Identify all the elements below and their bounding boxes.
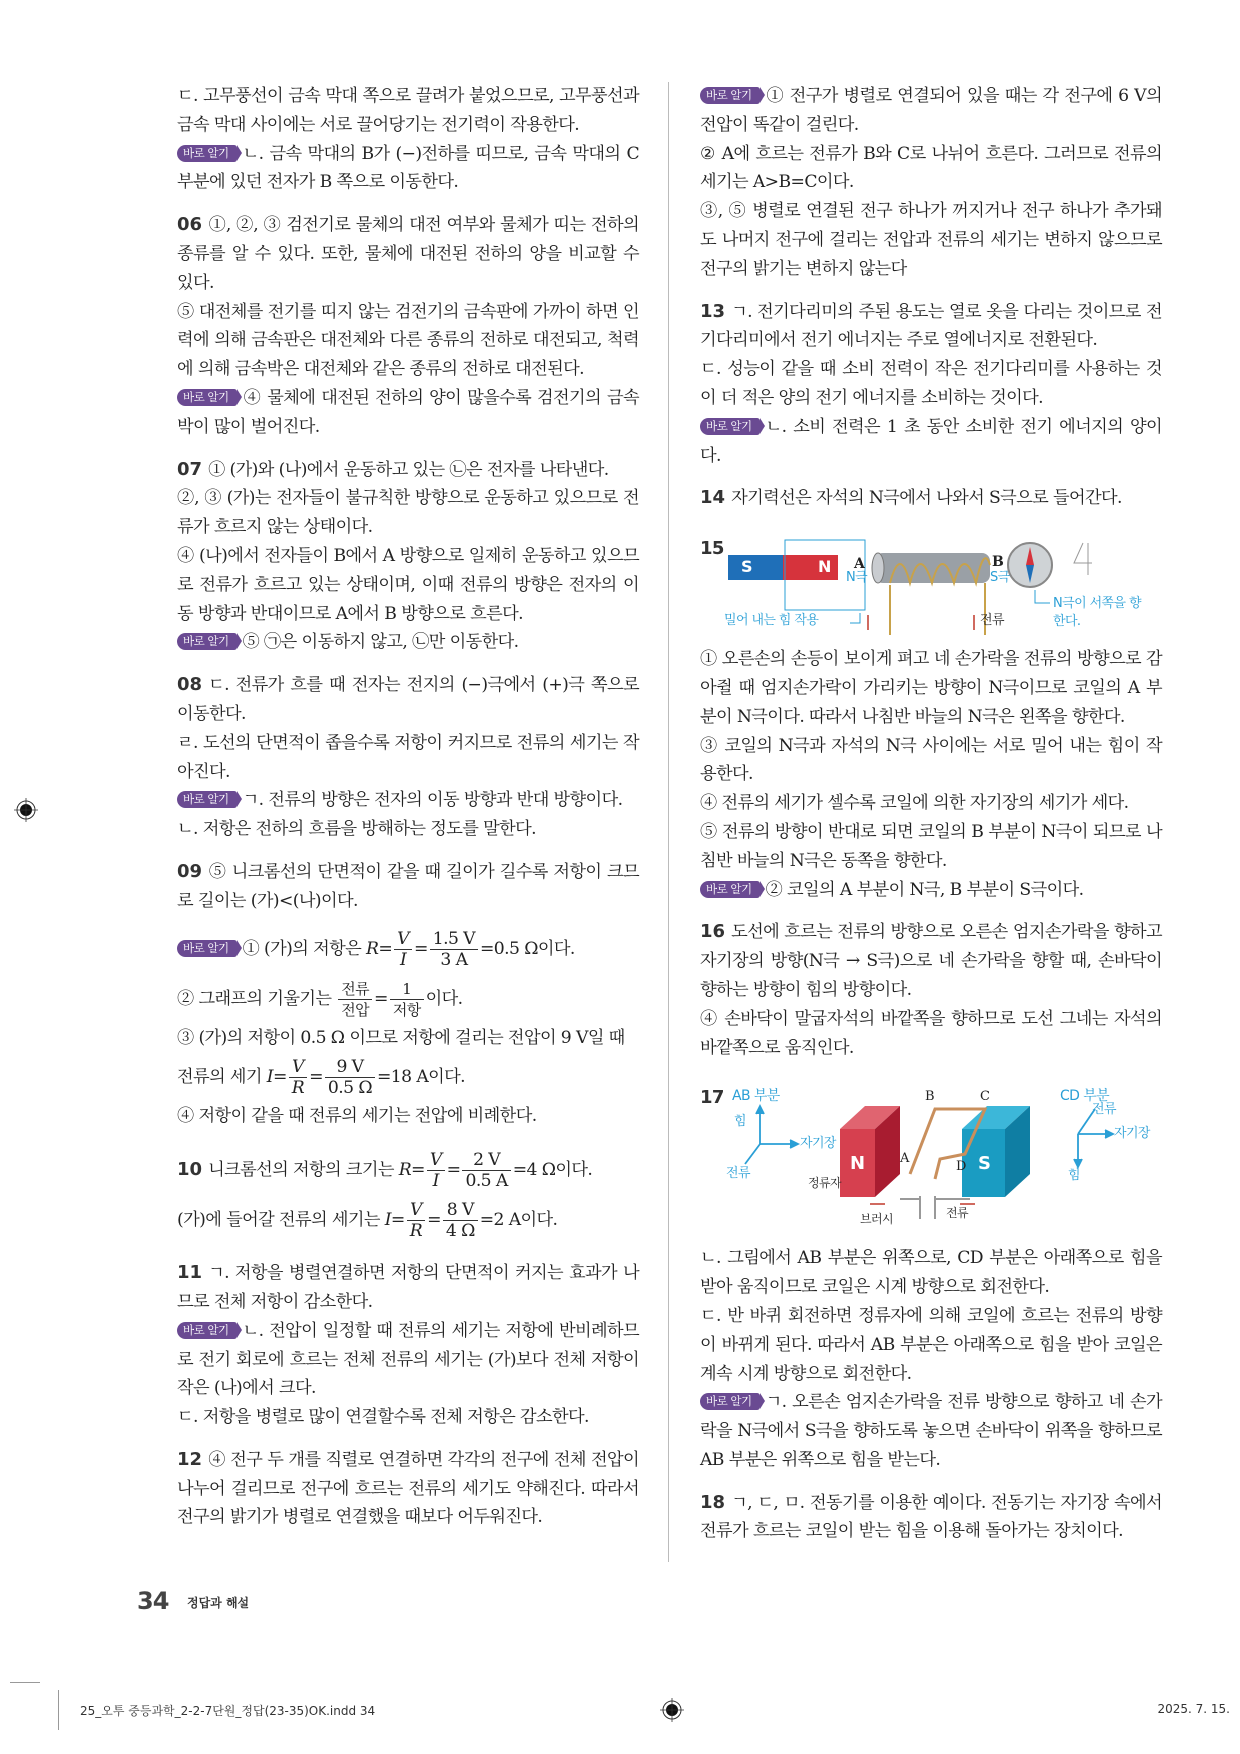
- section-title: 정답과 해설: [187, 1596, 250, 1610]
- badge-explanation: ㄴ. 금속 막대의 B가 (−)전하를 띠므로, 금속 막대의 C 부분에 있던 전자가 B 쪽으로 이동한다.: [177, 143, 639, 193]
- correct-badge: 바로 알기: [700, 418, 760, 435]
- answer-text: ⑤ 니크롬선의 단면적이 같을 때 길이가 길수록 저항이 크므로 길이는 (가)<(나)이다.: [177, 861, 639, 911]
- badge-explanation: ㄱ. 전류의 방향은 전자의 이동 방향과 반대 방향이다.: [242, 790, 623, 811]
- answer-text: [177, 140, 639, 198]
- numerator: 2 V: [462, 1150, 510, 1171]
- registration-mark-icon: [14, 798, 38, 822]
- answer-17: [700, 1084, 1162, 1474]
- answer-text: ④ 저항이 같을 때 전류의 세기는 전압에 비례한다.: [177, 1106, 537, 1127]
- formula-text: =0.5 Ω이다.: [480, 938, 575, 959]
- numerator: 전류: [338, 979, 372, 1000]
- answer-text: ㄹ. 도선의 단면적이 좁을수록 저항이 커지므로 전류의 세기는 작아진다.: [177, 732, 639, 782]
- fraction: [462, 1150, 510, 1191]
- fraction: [394, 929, 412, 970]
- denominator: 전압: [341, 1000, 369, 1019]
- point-d-label: D: [956, 1159, 966, 1175]
- fraction: [443, 1200, 478, 1241]
- denominator: 0.5 A: [465, 1171, 508, 1192]
- answer-12: [177, 1446, 639, 1532]
- denominator: R: [291, 1078, 305, 1099]
- answer-text: ①, ②, ③ 검전기로 물체의 대전 여부와 물체가 띠는 전하의 종류를 알 수 있다. 또한, 물체에 대전된 전하의 양을 비교할 수 있다.: [177, 215, 639, 293]
- cd-field-label: 자기장: [1114, 1126, 1150, 1142]
- answer-text: ① (가)와 (나)에서 운동하고 있는 ㉡은 전자를 나타낸다.: [208, 459, 609, 480]
- badge-explanation: ⑤ ㉠은 이동하지 않고, ㉡만 이동한다.: [242, 632, 519, 653]
- point-b-label: B: [992, 554, 1004, 571]
- badge-explanation: ④ 물체에 대전된 전하의 양이 많을수록 검전기의 금속박이 많이 벌어진다.: [177, 387, 639, 437]
- ab-section-label: AB 부분: [732, 1088, 780, 1105]
- numerator: 8 V: [443, 1200, 478, 1221]
- answer-05-continued: [177, 82, 639, 197]
- numerator: 9 V: [325, 1057, 375, 1078]
- left-column: [177, 82, 639, 1532]
- denominator: 0.5 Ω: [327, 1078, 372, 1099]
- magnet-n-label: N: [850, 1153, 865, 1175]
- cd-force-label: 힘: [1068, 1168, 1080, 1184]
- denominator: 4 Ω: [445, 1221, 475, 1242]
- magnet-n-label: N: [818, 557, 831, 577]
- question-number: 11: [177, 1262, 203, 1284]
- answer-text: ③, ⑤ 병렬로 연결된 전구 하나가 꺼지거나 전구 하나가 추가돼도 나머지 전구에 걸리는 전압과 전류의 세기는 변하지 않으므로 전구의 밝기는 변하지 않는다: [700, 201, 1162, 279]
- formula-line: ② 그래프의 기울기는 $\frac{\text{전류}}{\text{전압}}$ = $\frac{1}{\text{저항}}$ 이다.: [177, 979, 463, 1019]
- answer-text: 자기력선은 자석의 N극에서 나와서 S극으로 들어간다.: [731, 488, 1122, 509]
- s-magnet-block: [962, 1106, 1030, 1197]
- right-column: [700, 82, 1162, 1546]
- answer-text: ⑤ 대전체를 전기를 띠지 않는 검전기의 금속판에 가까이 하면 인력에 의해 금속판은 대전체와 다른 종류의 전하로 대전되고, 척력에 의해 금속박은 대전체와 같은 종류의 전하로 대전된다.: [177, 301, 639, 380]
- numerator: V: [394, 929, 412, 950]
- formula-text: 전류의 세기: [177, 1067, 267, 1088]
- answer-text: ㄴ. 그림에서 AB 부분은 위쪽으로, CD 부분은 아래쪽으로 힘을 받아 움직이므로 코일은 시계 방향으로 회전한다.: [700, 1248, 1162, 1298]
- answer-18: [700, 1489, 1162, 1547]
- answer-11: [177, 1259, 639, 1432]
- point-c-label: C: [980, 1089, 990, 1105]
- correct-badge: 바로 알기: [700, 1393, 760, 1410]
- answer-text: ④ (나)에서 전자들이 B에서 A 방향으로 일제히 운동하고 있으므로 전류가 흐르고 있는 상태이며, 이때 전류의 방향은 전자의 이동 방향과 반대이므로 A에서 B 방향으로 흐른다.: [177, 545, 639, 624]
- fraction: [427, 1150, 445, 1191]
- badge-explanation: ㄴ. 전압이 일정할 때 전류의 세기는 저항에 반비례하므로 전기 회로에 흐르는 전체 전류의 세기는 (가)보다 전체 저항이 작은 (나)에서 크다.: [177, 1320, 639, 1399]
- answer-text: ㄱ. 저항을 병렬연결하면 저항의 단면적이 커지는 효과가 나므로 전체 저항이 감소한다.: [177, 1263, 639, 1312]
- formula-var: I: [384, 1210, 391, 1231]
- formula-text: =18 A이다.: [376, 1067, 466, 1088]
- handwritten-mark: [1074, 543, 1092, 575]
- n-magnet-block: [840, 1106, 900, 1197]
- answer-text: ㄴ. 저항은 전하의 흐름을 방해하는 정도를 말한다.: [177, 819, 536, 840]
- badge-explanation: ② 코일의 A 부분이 N극, B 부분이 S극이다.: [765, 879, 1084, 900]
- correct-badge: 바로 알기: [177, 389, 237, 406]
- formula-text: =2 A이다.: [479, 1210, 558, 1231]
- formula-line: 전류의 세기 I= $\frac{V}{R}$ = $\frac{9 V}{0.5 \Omega}$ =18 A이다.: [177, 1057, 466, 1099]
- numerator: 1: [390, 979, 424, 1000]
- ab-axes: [745, 1106, 798, 1164]
- figure-motor: [700, 1084, 1162, 1234]
- answer-09: [177, 858, 639, 1131]
- print-date: 2025. 7. 15.: [1157, 1702, 1230, 1716]
- fraction: [338, 979, 372, 1020]
- question-number: 16: [700, 921, 726, 943]
- answer-08: [177, 671, 639, 844]
- fraction: [289, 1057, 307, 1098]
- current-label: 전류: [980, 613, 1004, 629]
- answer-14: [700, 484, 1162, 513]
- magnet-s-pole: [728, 555, 783, 580]
- cd-section-label: CD 부분: [1060, 1088, 1110, 1105]
- answer-06: [177, 211, 639, 441]
- correct-badge: 바로 알기: [177, 940, 237, 957]
- fraction: [390, 979, 424, 1020]
- badge-explanation: ① 전구가 병렬로 연결되어 있을 때는 각 전구에 6 V의 전압이 똑같이 걸린다.: [700, 86, 1162, 135]
- pole-a-label: N극: [846, 570, 868, 586]
- answer-text: ㄷ. 전류가 흐를 때 전자는 전지의 (−)극에서 (+)극 쪽으로 이동한다.: [177, 675, 639, 724]
- answer-text: ④ 손바닥이 말굽자석의 바깥쪽을 향하므로 도선 그네는 자석의 바깥쪽으로 움직인다.: [700, 1008, 1162, 1058]
- question-number: 17: [700, 1087, 724, 1109]
- correct-badge: 바로 알기: [177, 145, 237, 162]
- formula-var: I: [266, 1067, 273, 1088]
- fraction: [430, 929, 478, 970]
- pole-b-label: S극: [990, 570, 1010, 586]
- badge-explanation: ㄱ. 오른손 엄지손가락을 전류 방향으로 향하고 네 손가락을 N극에서 S극을 향하도록 놓으면 손바닥이 위쪽을 향하므로 AB 부분은 위쪽으로 힘을 받는다.: [700, 1392, 1162, 1470]
- question-number: 09: [177, 860, 203, 882]
- answer-text: ㄷ. 고무풍선이 금속 막대 쪽으로 끌려가 붙었으므로, 고무풍선과 금속 막대 사이에는 서로 끌어당기는 전기력이 작용한다.: [177, 86, 639, 135]
- answer-text: ③ (가)의 저항이 0.5 Ω 이므로 저항에 걸리는 전압이 9 V일 때: [177, 1027, 625, 1048]
- answer-13: [700, 298, 1162, 471]
- question-number: 07: [177, 458, 203, 480]
- formula-var: R: [366, 938, 379, 959]
- numerator: V: [427, 1150, 445, 1171]
- file-slug: 25_오투 중등과학_2-2-7단원_정답(23-35)OK.indd 34: [80, 1704, 376, 1718]
- formula-line: (가)에 들어갈 전류의 세기는 I= $\frac{V}{R}$ = $\frac{8 V}{4 \Omega}$ =2 A이다.: [177, 1200, 558, 1242]
- fraction: [407, 1200, 425, 1241]
- slug-divider: [58, 1690, 59, 1730]
- question-number: 18: [700, 1491, 726, 1513]
- fraction: [325, 1057, 375, 1098]
- answer-10: [177, 1145, 639, 1245]
- repel-force-label: 밀어 내는 힘 작용: [724, 613, 819, 629]
- answer-12-continued: [700, 82, 1162, 284]
- formula-text: =4 Ω이다.: [512, 1160, 593, 1181]
- formula-text: (가)에 들어갈 전류의 세기는: [177, 1210, 385, 1231]
- answer-text: ④ 전구 두 개를 직렬로 연결하면 각각의 전구에 전체 전압이 나누어 걸리므로 전구에 흐르는 전류의 세기도 약해진다. 따라서 전구의 밝기가 병렬로 연결했을 때보다 어두워진다.: [177, 1449, 639, 1528]
- crop-mark: [10, 1682, 40, 1683]
- formula-var: R: [398, 1160, 412, 1181]
- answer-text: ⑤ 전류의 방향이 반대로 되면 코일의 B 부분이 N극이 되므로 나침반 바늘의 N극은 동쪽을 향한다.: [700, 821, 1162, 871]
- question-number: 13: [700, 300, 726, 322]
- answer-text: ㄷ. 성능이 같을 때 소비 전력이 작은 전기다리미를 사용하는 것이 더 적은 양의 전기 에너지를 소비하는 것이다.: [700, 359, 1162, 408]
- figure-coil-magnet: [700, 535, 1162, 635]
- question-number: 12: [177, 1448, 203, 1470]
- question-number: 14: [700, 487, 726, 509]
- denominator: 3 A: [440, 949, 468, 970]
- registration-mark-icon: [660, 1698, 684, 1722]
- answer-text: ① 오른손의 손등이 보이게 펴고 네 손가락을 전류의 방향으로 감아쥘 때 엄지손가락이 가리키는 방향이 N극이므로 코일의 A 부분이 N극이다. 따라서 나침반 바늘의 N극은 왼쪽을 향한다.: [700, 649, 1162, 727]
- ab-force-label: 힘: [734, 1114, 746, 1130]
- formula-text: 니크롬선의 저항의 크기는: [208, 1160, 399, 1181]
- numerator: 1.5 V: [430, 929, 478, 950]
- answer-07: [177, 456, 639, 658]
- magnet-s-label: S: [978, 1153, 991, 1175]
- ab-field-label: 자기장: [800, 1136, 836, 1152]
- correct-badge: 바로 알기: [700, 87, 760, 104]
- question-number: 15: [700, 538, 724, 560]
- answer-text: ㄱ. 전기다리미의 주된 용도는 열로 옷을 다리는 것이므로 전기다리미에서 전기 에너지는 주로 열에너지로 전환된다.: [700, 301, 1162, 351]
- current-label: 전류: [946, 1206, 968, 1221]
- answer-text: ② A에 흐르는 전류가 B와 C로 나뉘어 흐른다. 그러므로 전류의 세기는 A>B=C이다.: [700, 143, 1162, 193]
- answer-text: 도선에 흐르는 전류의 방향으로 오른손 엄지손가락을 향하고 자기장의 방향(N극 → S극)으로 네 손가락을 향할 때, 손바닥이 향하는 방향이 힘의 방향이다.: [700, 922, 1162, 1000]
- magnet-s-label: S: [741, 557, 752, 577]
- brush-label: 브러시: [860, 1212, 893, 1227]
- badge-explanation: ㄴ. 소비 전력은 1 초 동안 소비한 전기 에너지의 양이다.: [700, 416, 1162, 466]
- answer-text: ③ 코일의 N극과 자석의 N극 사이에는 서로 밀어 내는 힘이 작용한다.: [700, 735, 1162, 785]
- answer-text: ㄷ. 저항을 병렬로 많이 연결할수록 전체 저항은 감소한다.: [177, 1407, 589, 1428]
- correct-badge: 바로 알기: [177, 1322, 237, 1339]
- answer-15: [700, 535, 1162, 904]
- correct-badge: 바로 알기: [177, 791, 237, 808]
- question-number: 10: [177, 1159, 203, 1181]
- formula-line: 바로 알기 ① (가)의 저항은 R= $\frac{V}{I}$ = $\frac{1.5 V}{3 A}$ =0.5 Ω이다.: [177, 924, 639, 974]
- denominator: I: [399, 949, 407, 970]
- question-number: 06: [177, 214, 203, 236]
- page-number: 34: [137, 1587, 169, 1615]
- answer-16: [700, 918, 1162, 1062]
- point-b-label: B: [925, 1089, 934, 1105]
- question-number: 08: [177, 674, 203, 696]
- denominator: 저항: [392, 1000, 421, 1019]
- numerator: V: [289, 1057, 307, 1078]
- answer-text: ④ 전류의 세기가 셀수록 코일에 의한 자기장의 세기가 세다.: [700, 793, 1129, 814]
- numerator: V: [407, 1200, 425, 1221]
- correct-badge: 바로 알기: [700, 881, 760, 898]
- formula-text: ① (가)의 저항은: [242, 938, 366, 959]
- denominator: I: [432, 1171, 439, 1192]
- answer-text: ㄱ, ㄷ, ㅁ. 전동기를 이용한 예이다. 전동기는 자기장 속에서 전류가 흐르는 코일이 받는 힘을 이용해 돌아가는 장치이다.: [700, 1492, 1162, 1542]
- correct-badge: 바로 알기: [177, 633, 237, 650]
- ab-current-label: 전류: [726, 1166, 750, 1182]
- point-a-label: A: [854, 556, 865, 573]
- denominator: R: [409, 1221, 423, 1242]
- cd-current-label: 전류: [1092, 1102, 1116, 1118]
- column-divider: [668, 82, 669, 1562]
- commutator-label: 정류자: [808, 1176, 841, 1191]
- formula-text: 이다.: [425, 988, 463, 1009]
- compass-note: N극이 서쪽을 향한다.: [1053, 596, 1141, 630]
- formula-text: ② 그래프의 기울기는: [177, 988, 337, 1009]
- formula-line: 10 니크롬선의 저항의 크기는 R= $\frac{V}{I}$ = $\frac{2 V}{0.5 A}$ =4 Ω이다.: [177, 1150, 593, 1192]
- point-a-label: A: [900, 1151, 909, 1167]
- answer-text: ②, ③ (가)는 전자들이 불규칙한 방향으로 운동하고 있으므로 전류가 흐르지 않는 상태이다.: [177, 488, 639, 538]
- answer-text: ㄷ. 반 바퀴 회전하면 정류자에 의해 코일에 흐르는 전류의 방향이 바뀌게 된다. 따라서 AB 부분은 아래쪽으로 힘을 받아 코일은 계속 시계 방향으로 회전한다.: [700, 1305, 1162, 1384]
